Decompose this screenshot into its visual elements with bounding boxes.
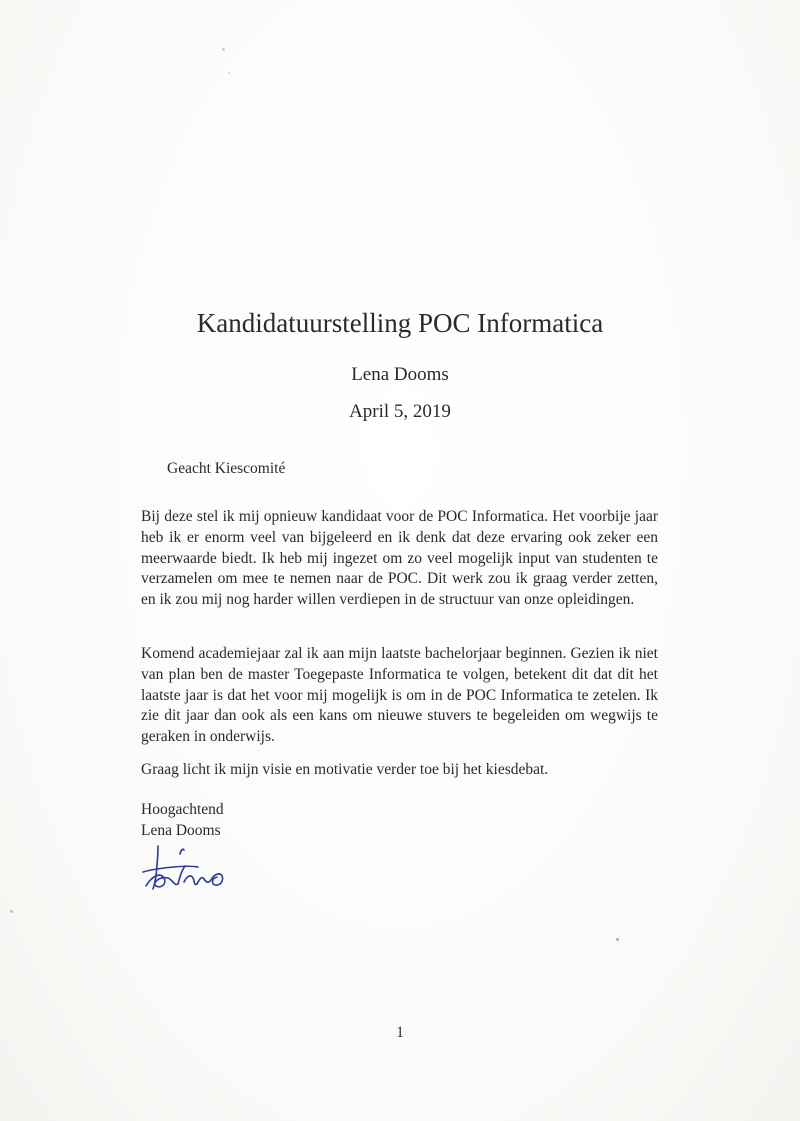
document-author: Lena Dooms: [351, 364, 449, 385]
salutation: Geacht Kiescomité: [167, 460, 286, 477]
handwritten-signature: [140, 842, 230, 894]
signer-name: Lena Dooms: [141, 821, 221, 839]
paper-speck: [222, 48, 225, 51]
document-date: April 5, 2019: [349, 401, 451, 422]
paragraph-1: Bij deze stel ik mij opnieuw kandidaat voor de POC Informatica. Het voorbije jaar heb ik er enorm veel van bijgeleerd en ik denk dat deze ervaring ook zeker een meerwaarde biedt. Ik heb mij ingezet om zo veel mogelijk input van studenten te verzamelen om mee te nemen naar de POC. Dit werk zou ik graag verder zetten, en ik zou mij nog harder willen verdiepen in de structuur van onze opleidingen.: [141, 508, 658, 609]
document-title: Kandidatuurstelling POC Informatica: [196, 308, 604, 338]
paper-speck: [228, 72, 230, 74]
page-number: 1: [396, 1024, 404, 1041]
paper-speck: [10, 910, 13, 913]
paper-speck: [616, 938, 619, 941]
closing-phrase: Hoogachtend: [141, 801, 224, 818]
paragraph-3: Graag licht ik mijn visie en motivatie verder toe bij het kiesdebat.: [141, 761, 549, 778]
paragraph-2: Komend academiejaar zal ik aan mijn laatste bachelorjaar beginnen. Gezien ik niet van plan ben de master Toegepaste Informatica te volgen, betekent dit dat dit het laatste jaar is dat het voor mij mogelijk is om in de POC Informatica te zetelen. Ik zie dit jaar dan ook als een kans om nieuwe stuvers te begeleiden om wegwijs te geraken in onderwijs.: [141, 645, 658, 746]
closing-block: [141, 800, 224, 842]
